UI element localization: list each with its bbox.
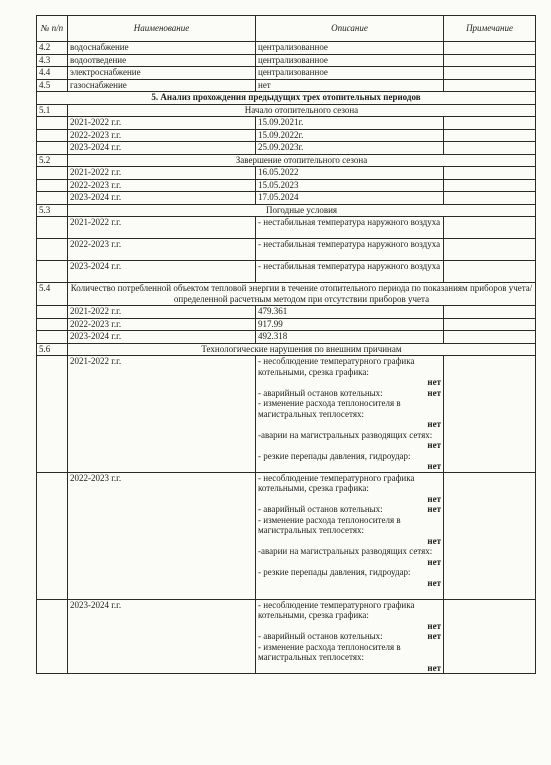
- row-value: 492.318: [256, 331, 444, 344]
- table-row: [37, 67, 536, 80]
- table-row: [37, 142, 536, 155]
- row-num: 5.3: [37, 204, 68, 217]
- violation-value: нет: [427, 493, 441, 504]
- row-note: [444, 54, 536, 67]
- row-period: 2021-2022 г.г.: [68, 217, 256, 239]
- violation-value: нет: [427, 535, 441, 546]
- violation-schedule: - несоблюдение температурного графика котельными, срезка графика:: [258, 472, 415, 493]
- row-note: [444, 42, 536, 55]
- row-num: 4.2: [37, 42, 68, 55]
- row-name: электроснабжение: [68, 67, 256, 80]
- subsection-row: [37, 154, 536, 167]
- row-value: 917.99: [256, 318, 444, 331]
- row-value: 15.05.2023: [256, 179, 444, 192]
- violation-value: нет: [427, 461, 441, 471]
- row-period: 2021-2022 г.г.: [68, 167, 256, 180]
- violation-accidents: -аварии на магистральных разводящих сетях:: [258, 546, 433, 556]
- row-note: [444, 79, 536, 92]
- row-num: 5.2: [37, 154, 68, 167]
- table-row: [37, 261, 536, 283]
- row-desc: централизованное: [256, 42, 444, 55]
- violation-value: нет: [427, 577, 441, 588]
- row-desc: нет: [256, 79, 444, 92]
- row-num: 5.1: [37, 104, 68, 117]
- row-num: 5.6: [37, 343, 68, 356]
- row-period: 2023-2024 г.г.: [68, 599, 256, 674]
- row-period: 2022-2023 г.г.: [68, 129, 256, 142]
- table-row: [37, 79, 536, 92]
- violation-value: нет: [427, 620, 441, 631]
- violation-value: нет: [427, 631, 441, 641]
- table-row: [37, 129, 536, 142]
- violation-value: нет: [427, 504, 441, 514]
- violations-list: [256, 356, 444, 473]
- violation-value: нет: [427, 419, 441, 429]
- violation-schedule: - несоблюдение температурного графика котельными, срезка графика:: [258, 599, 415, 620]
- heating-analysis-table: [36, 15, 536, 674]
- table-row: [37, 54, 536, 67]
- header-num: № п/п: [37, 16, 68, 42]
- header-note: Примечание: [444, 16, 536, 42]
- row-period: 2023-2024 г.г.: [68, 142, 256, 155]
- subsection-title: Начало отопительного сезона: [68, 104, 536, 117]
- row-period: 2023-2024 г.г.: [68, 192, 256, 205]
- subsection-row: [37, 283, 536, 306]
- section-5-title: 5. Анализ прохождения предыдущих трех отопительных периодов: [37, 92, 536, 105]
- section-title-row: [37, 92, 536, 105]
- row-period: 2021-2022 г.г.: [68, 117, 256, 130]
- row-num: 4.4: [37, 67, 68, 80]
- row-value: - нестабильная температура наружного воздуха: [256, 239, 444, 261]
- subsection-row: [37, 104, 536, 117]
- violation-value: нет: [427, 440, 441, 450]
- violation-flow: - изменение расхода теплоносителя в магистральных теплосетях:: [258, 514, 401, 535]
- table-row: [37, 356, 536, 473]
- row-value: 17.05.2024: [256, 192, 444, 205]
- table-row: [37, 117, 536, 130]
- row-period: 2021-2022 г.г.: [68, 356, 256, 473]
- violation-flow: - изменение расхода теплоносителя в магистральных теплосетях:: [258, 398, 401, 419]
- violation-pressure: - резкие перепады давления, гидроудар:: [258, 567, 411, 577]
- violations-list: [256, 472, 444, 599]
- row-value: 25.09.2023г.: [256, 142, 444, 155]
- subsection-row: [37, 343, 536, 356]
- violation-value: нет: [427, 377, 441, 387]
- row-period: 2022-2023 г.г.: [68, 472, 256, 599]
- row-note: [444, 67, 536, 80]
- table-row: [37, 217, 536, 239]
- row-num: 4.3: [37, 54, 68, 67]
- violation-schedule: - несоблюдение температурного графика котельными, срезка графика:: [258, 356, 415, 377]
- violation-flow: - изменение расхода теплоносителя в магистральных теплосетях:: [258, 641, 401, 662]
- row-value: 15.09.2021г.: [256, 117, 444, 130]
- row-value: 479.361: [256, 306, 444, 319]
- row-period: 2022-2023 г.г.: [68, 239, 256, 261]
- subsection-title: Количество потребленной объектом тепловой энергии в течение отопительного периода по показаниям приборов учета/определенной расчетным методом при отсутствии приборов учета: [68, 283, 536, 306]
- subsection-title: Погодные условия: [68, 204, 536, 217]
- table-row: [37, 239, 536, 261]
- row-name: водоотведение: [68, 54, 256, 67]
- row-name: газоснабжение: [68, 79, 256, 92]
- row-num: 4.5: [37, 79, 68, 92]
- row-value: 15.09.2022г.: [256, 129, 444, 142]
- table-row: [37, 472, 536, 599]
- violations-list: [256, 599, 444, 674]
- subsection-title: Технологические нарушения по внешним причинам: [68, 343, 536, 356]
- table-row: [37, 306, 536, 319]
- table-row: [37, 192, 536, 205]
- table-row: [37, 42, 536, 55]
- violation-accidents: -аварии на магистральных разводящих сетях:: [258, 429, 433, 440]
- table-row: [37, 331, 536, 344]
- violation-shutdown: - аварийный останов котельных:: [258, 504, 383, 514]
- row-num: 5.4: [37, 283, 68, 306]
- row-desc: централизованное: [256, 54, 444, 67]
- row-value: - нестабильная температура наружного воздуха: [256, 261, 444, 283]
- row-value: - нестабильная температура наружного воздуха: [256, 217, 444, 239]
- table-header: [37, 16, 536, 42]
- row-period: 2022-2023 г.г.: [68, 179, 256, 192]
- row-desc: централизованное: [256, 67, 444, 80]
- header-name: Наименование: [68, 16, 256, 42]
- violation-pressure: - резкие перепады давления, гидроудар:: [258, 450, 411, 461]
- subsection-title: Завершение отопительного сезона: [68, 154, 536, 167]
- table-row: [37, 599, 536, 674]
- row-period: 2021-2022 г.г.: [68, 306, 256, 319]
- table-row: [37, 318, 536, 331]
- row-period: 2023-2024 г.г.: [68, 261, 256, 283]
- row-period: 2022-2023 г.г.: [68, 318, 256, 331]
- row-value: 16.05.2022: [256, 167, 444, 180]
- violation-value: нет: [427, 662, 441, 673]
- table-row: [37, 179, 536, 192]
- violation-value: нет: [427, 556, 441, 567]
- header-desc: Описание: [256, 16, 444, 42]
- table-row: [37, 167, 536, 180]
- violation-value: нет: [427, 387, 441, 398]
- row-name: водоснабжение: [68, 42, 256, 55]
- violation-shutdown: - аварийный останов котельных:: [258, 631, 383, 641]
- subsection-row: [37, 204, 536, 217]
- row-period: 2023-2024 г.г.: [68, 331, 256, 344]
- violation-shutdown: - аварийный останов котельных:: [258, 387, 383, 398]
